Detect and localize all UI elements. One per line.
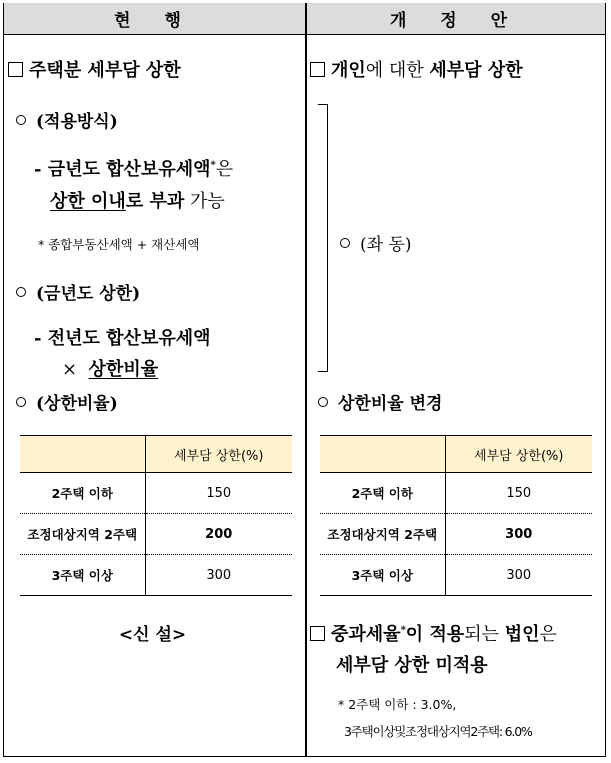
left-s2-line1: - 전년도 합산보유세액: [34, 328, 211, 349]
table-row: 조정대상지역 2주택 200: [20, 514, 292, 555]
right-corp-line2: 세부담 상한 미적용: [336, 655, 488, 676]
right-corp-note1: * 2주택 이하 : 3.0%,: [338, 697, 457, 712]
left-s2-line2: × 상한비율: [62, 359, 159, 380]
table-row: 2주택 이하 150: [320, 473, 592, 514]
left-s1-note: * 종합부동산세액 + 재산세액: [38, 237, 200, 252]
table-row: 3주택 이상 300: [320, 555, 592, 596]
table-header-empty: [20, 436, 145, 473]
column-divider: [305, 3, 307, 757]
left-s1-line1: - 금년도 합산보유세액*은: [34, 159, 234, 180]
right-same-note: (좌 동): [340, 230, 412, 255]
table-row: 3주택 이상 300: [20, 555, 292, 596]
right-change-heading: 상한비율 변경: [318, 389, 442, 414]
left-s1-heading: (적용방식): [16, 107, 118, 132]
circle-bullet-icon: [16, 397, 26, 407]
right-corp-line1: 중과세율*이 적용되는 법인은: [310, 620, 557, 646]
left-s1-line2: 상한 이내로 부과 가능: [50, 191, 225, 212]
checkbox-square-icon: [8, 62, 23, 77]
header-revised: 개 정 안: [306, 3, 605, 35]
right-title: 개인에 대한 세부담 상한: [310, 56, 523, 82]
checkbox-square-icon: [310, 62, 325, 77]
table-header-empty: [320, 436, 445, 473]
circle-bullet-icon: [318, 397, 328, 407]
table-row: 조정대상지역 2주택 300: [320, 514, 592, 555]
circle-bullet-icon: [16, 115, 26, 125]
left-rate-table: [20, 435, 292, 596]
table-row: 2주택 이하 150: [20, 473, 292, 514]
circle-bullet-icon: [340, 238, 350, 248]
bracket-line: [318, 104, 328, 372]
left-title: 주택분 세부담 상한: [8, 56, 181, 82]
right-rate-table: [320, 435, 592, 596]
checkbox-square-icon: [310, 626, 325, 641]
left-s3-heading: (상한비율): [16, 389, 118, 414]
right-corp-note2: 3주택이상및조정대상지역2주택: 6.0%: [344, 724, 532, 739]
table-header-cap: 세부담 상한(%): [445, 436, 592, 473]
left-new-label: <신 설>: [118, 625, 187, 645]
circle-bullet-icon: [16, 287, 26, 297]
left-s2-heading: (금년도 상한): [16, 279, 140, 304]
header-current: 현 행: [4, 3, 305, 35]
table-header-cap: 세부담 상한(%): [145, 436, 292, 473]
